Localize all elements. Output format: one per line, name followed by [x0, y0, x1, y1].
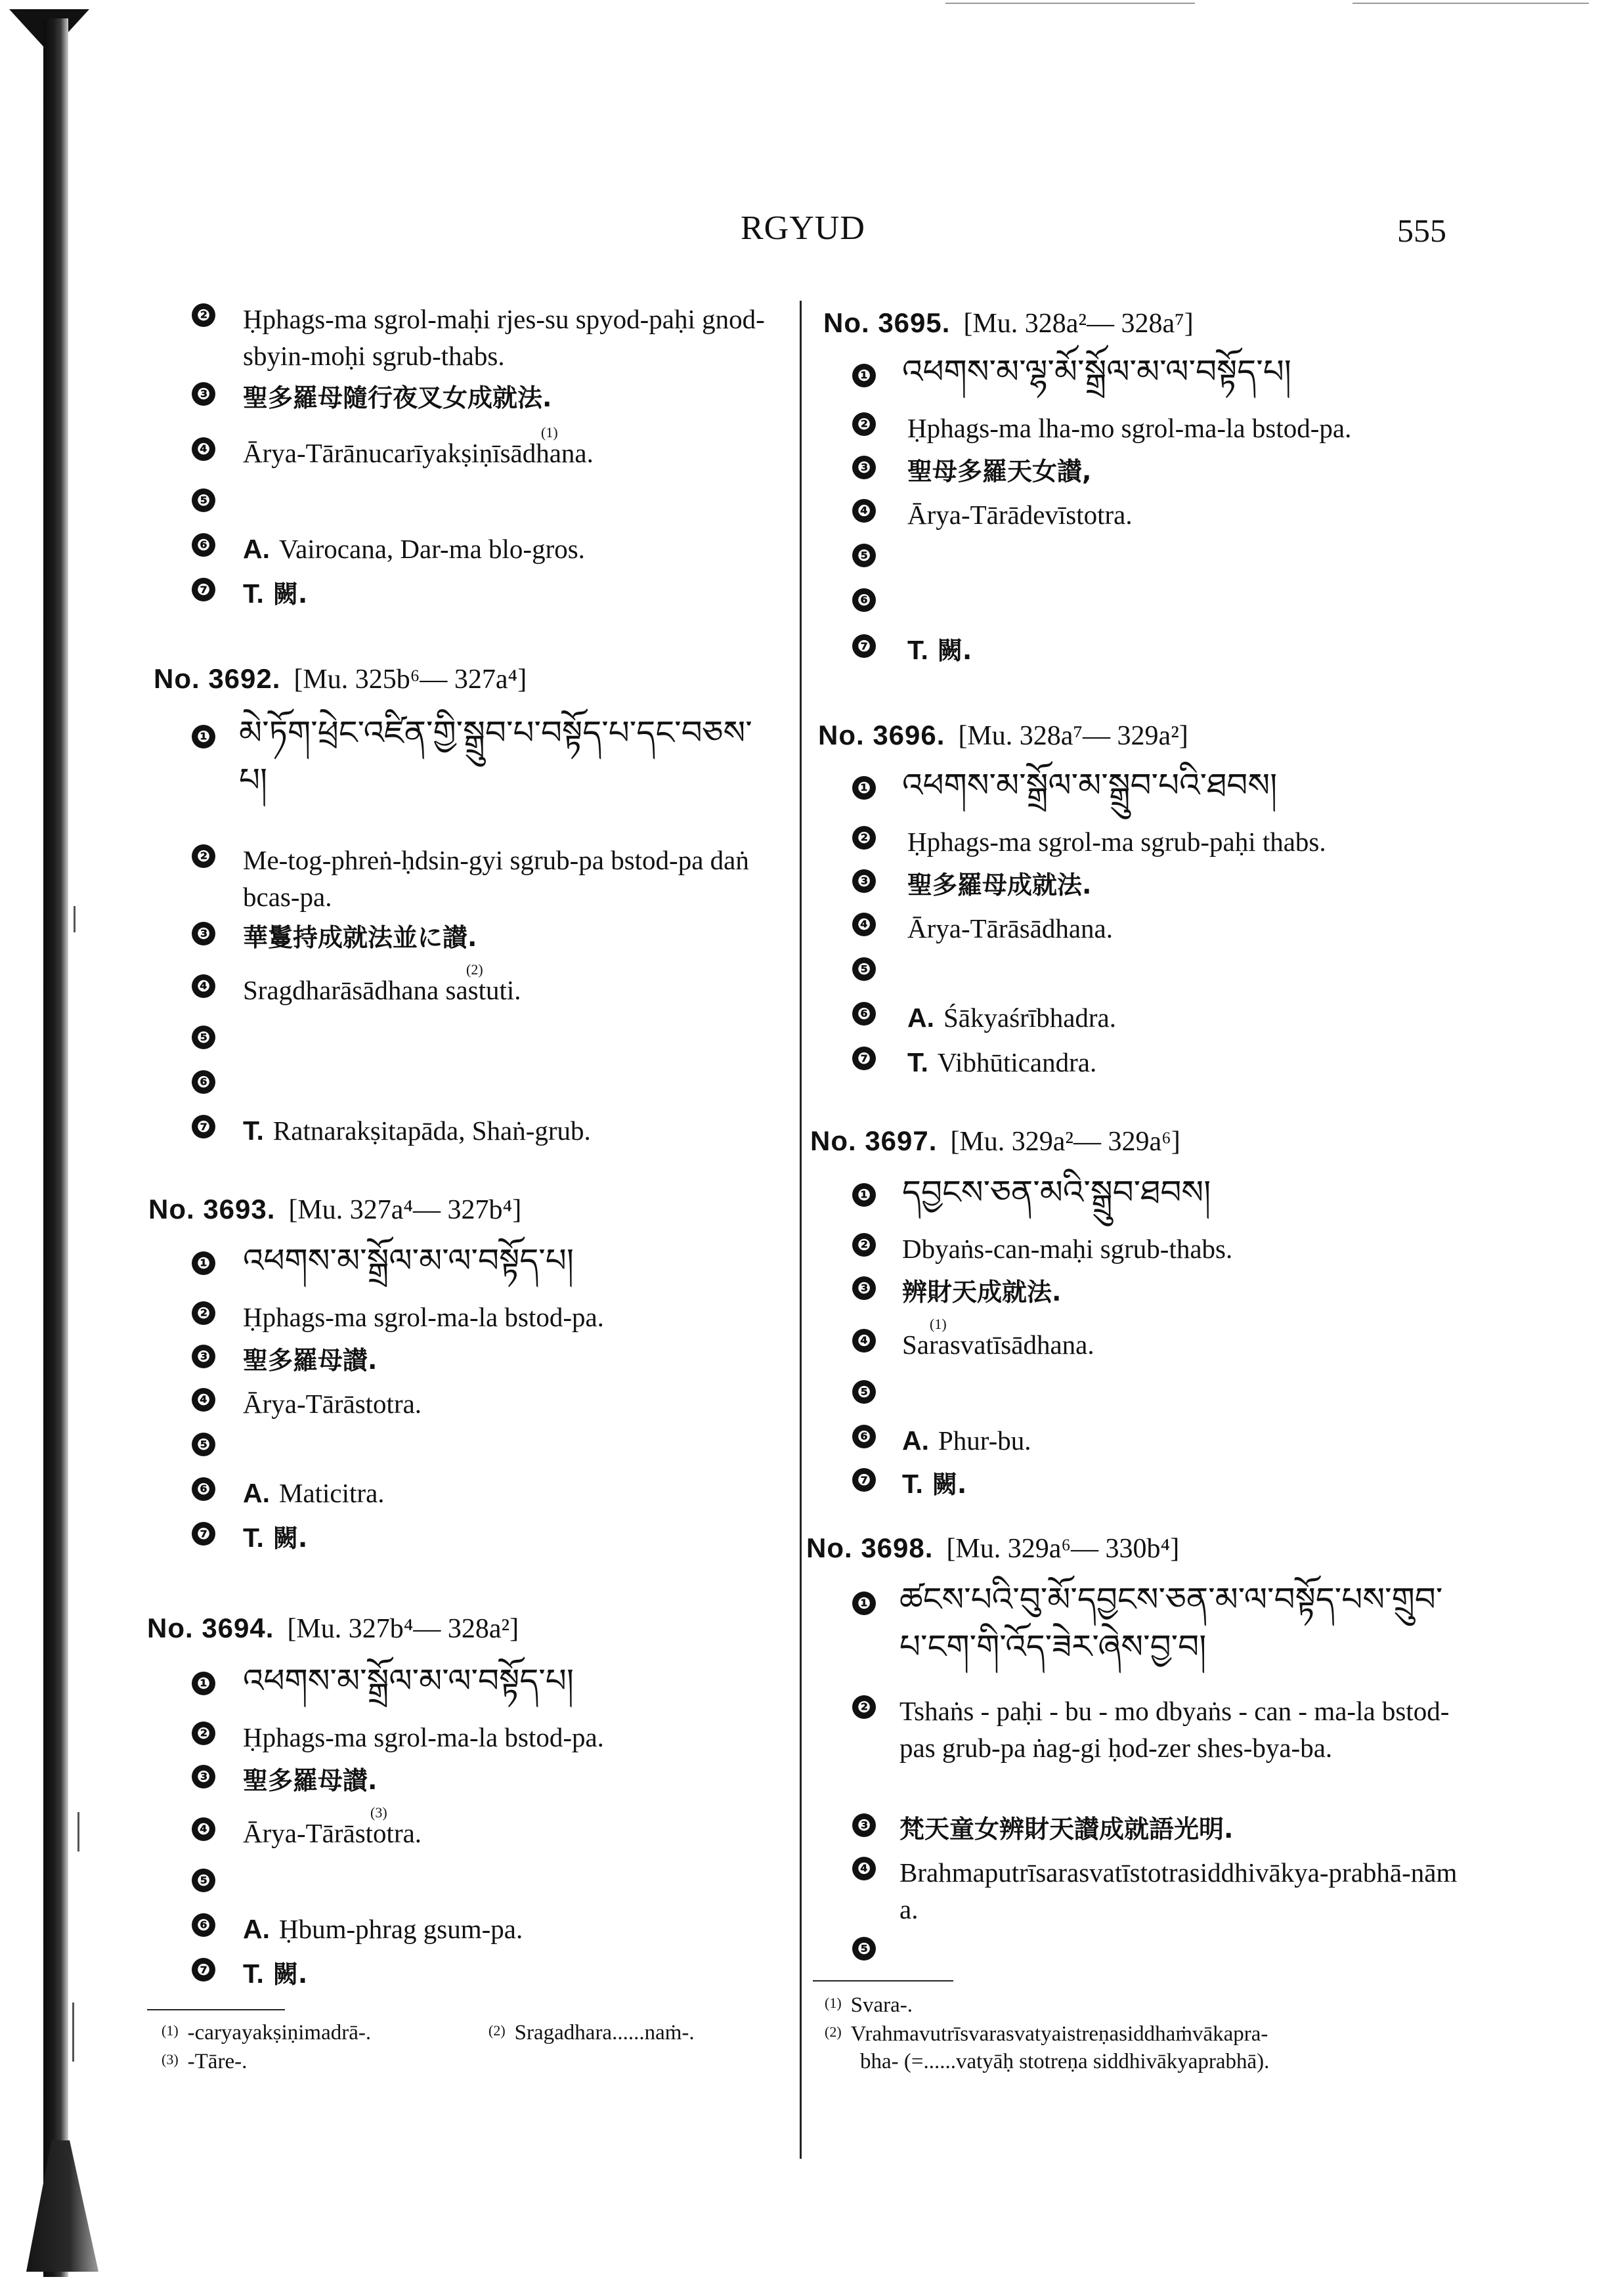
entry-number: No. 3695. — [823, 307, 951, 338]
romanized-title: Dbyaṅs-can-maḥi sgrub-thabs. — [902, 1234, 1233, 1264]
footnote-mark: (1) — [162, 2022, 179, 2039]
mu-reference: [Mu. 327a⁴— 327b⁴] — [288, 1195, 522, 1225]
footnote-3 — [162, 2050, 247, 2074]
sanskrit-title: Ārya-Tārāstotra. — [243, 1389, 422, 1419]
romanized-title: Ḥphags-ma sgrol-ma-la bstod-pa. — [243, 1722, 604, 1752]
number-2-icon: ❷ — [192, 1301, 215, 1325]
number-4-icon: ❹ — [192, 437, 215, 461]
footnote-mark: (3) — [162, 2051, 179, 2068]
translator-tag: T. — [907, 1047, 928, 1077]
number-7-icon: ❼ — [192, 1115, 215, 1138]
number-5-icon: ❺ — [192, 1433, 215, 1456]
footnote-text: Svara-. — [850, 1993, 913, 2017]
number-1-icon: ❶ — [852, 364, 876, 387]
mu-reference: [Mu. 328a⁷— 329a²] — [958, 721, 1188, 751]
number-5-icon: ❺ — [852, 1380, 876, 1404]
entry-number: No. 3697. — [810, 1125, 938, 1156]
authors: Śākyaśrībhadra. — [943, 1003, 1116, 1033]
number-2-icon: ❷ — [192, 1722, 215, 1745]
scan-edge-line — [945, 3, 1195, 4]
author-tag: A. — [243, 1914, 270, 1944]
number-6-icon: ❻ — [192, 533, 215, 557]
number-7-icon: ❼ — [192, 1958, 215, 1982]
number-2-icon: ❷ — [192, 844, 215, 868]
number-2-icon: ❷ — [852, 1695, 876, 1719]
tibetan-title: འཕགས་མ་སྒྲོལ་མ་ལ་བསྟོད་པ། — [243, 1662, 574, 1700]
footnote-mark: (3) — [370, 1804, 387, 1821]
footnote-text: Sragadhara......naṁ-. — [514, 2021, 695, 2045]
number-5-icon: ❺ — [852, 957, 876, 981]
authors: Vairocana, Dar-ma blo-gros. — [279, 534, 585, 564]
number-6-icon: ❻ — [852, 1002, 876, 1026]
number-4-icon: ❹ — [852, 1329, 876, 1353]
author-tag: A. — [902, 1425, 929, 1456]
authors: Phur-bu. — [938, 1425, 1031, 1456]
sanskrit-title: Sragdharāsādhana sastuti. — [243, 975, 521, 1005]
translators: 闕. — [932, 1470, 967, 1499]
number-6-icon: ❻ — [192, 1477, 215, 1501]
entry-header — [154, 663, 527, 695]
mu-reference: [Mu. 329a²— 329a⁶] — [950, 1127, 1180, 1157]
chinese-title: 聖多羅母讃. — [243, 1346, 378, 1375]
binding-edge — [43, 18, 68, 2277]
number-1-icon: ❶ — [192, 1672, 215, 1695]
number-3-icon: ❸ — [852, 1813, 876, 1837]
footnote-2-continued — [860, 2050, 1269, 2074]
number-4-icon: ❹ — [852, 913, 876, 936]
tibetan-title: མེ་ཏོག་ཕྲེང་འཛིན་གྱི་སྒྲུབ་པ་བསྟོད་པ་དང་བཅས་པ། — [239, 714, 752, 799]
number-3-icon: ❸ — [852, 1276, 876, 1300]
translator-tag: T. — [907, 635, 928, 665]
romanized-title: Ḥphags-ma sgrol-ma-la bstod-pa. — [243, 1302, 604, 1332]
number-2-icon: ❷ — [852, 412, 876, 436]
number-5-icon: ❺ — [852, 544, 876, 567]
number-5-icon: ❺ — [852, 1937, 876, 1960]
romanized-title: Ḥphags-ma sgrol-maḥi rjes-su spyod-paḥi gnod-sbyin-moḥi sgrub-thabs. — [243, 304, 765, 371]
sanskrit-title: Ārya-Tārādevīstotra. — [907, 500, 1133, 530]
footnote-rule — [147, 2009, 285, 2010]
sanskrit-title: Ārya-Tārāsādhana. — [907, 913, 1114, 943]
entry-header — [147, 1613, 519, 1645]
mu-reference: [Mu. 328a²— 328a⁷] — [963, 309, 1194, 339]
footnote-mark: (1) — [930, 1316, 947, 1332]
number-2-icon: ❷ — [192, 303, 215, 327]
translators: 闕. — [937, 636, 972, 665]
footnote-mark: (2) — [825, 2024, 842, 2040]
footnote-text: bha- (=......vatyāḥ stotreṇa siddhivākyaprabhā). — [860, 2050, 1270, 2073]
page-number: 555 — [1397, 212, 1446, 249]
number-7-icon: ❼ — [192, 578, 215, 601]
footnote-2 — [825, 2022, 1268, 2047]
number-4-icon: ❹ — [852, 1857, 876, 1880]
entry-number: No. 3693. — [148, 1194, 276, 1224]
translator-tag: T. — [243, 1959, 264, 1989]
number-7-icon: ❼ — [852, 1047, 876, 1070]
footnote-mark: (1) — [541, 424, 558, 441]
footnote-mark: (1) — [825, 1995, 842, 2011]
number-5-icon: ❺ — [192, 1026, 215, 1049]
sanskrit-title: Brahmaputrīsarasvatīstotrasiddhivākya-prabhā-nāma. — [899, 1857, 1458, 1924]
tibetan-title: དབྱངས་ཅན་མའི་སྒྲུབ་ཐབས། — [902, 1173, 1211, 1211]
number-1-icon: ❶ — [852, 776, 876, 800]
footnote-text: Vrahmavutrīsvarasvatyaistreṇasiddhaṁvākapra- — [850, 2022, 1268, 2046]
translators: Vibhūticandra. — [937, 1047, 1097, 1077]
author-tag: A. — [243, 534, 270, 564]
footnote-rule — [813, 1980, 953, 1982]
romanized-title: Me-tog-phreṅ-ḥdsin-gyi sgrub-pa bstod-pa daṅ bcas-pa. — [243, 845, 749, 912]
tibetan-title: འཕགས་མ་སྒྲོལ་མ་སྒྲུབ་པའི་ཐབས། — [902, 766, 1278, 804]
footnote-mark: (2) — [488, 2022, 506, 2039]
footnote-2 — [488, 2021, 695, 2045]
number-1-icon: ❶ — [852, 1592, 876, 1615]
mu-reference: [Mu. 327b⁴— 328a²] — [287, 1614, 519, 1644]
entry-header — [823, 307, 1194, 339]
chinese-title: 聖多羅母讃. — [243, 1766, 378, 1795]
sanskrit-title: Ārya-Tārāstotra. — [243, 1818, 422, 1848]
number-2-icon: ❷ — [852, 1233, 876, 1257]
number-2-icon: ❷ — [852, 826, 876, 850]
binding-foot — [26, 2140, 98, 2272]
number-3-icon: ❸ — [192, 922, 215, 945]
tibetan-title: ཚངས་པའི་བུ་མོ་དབྱངས་ཅན་མ་ལ་བསྟོད་པས་གྲུབ་པ་ངག་གི་འོད་ཟེར་ཞེས་བྱ་བ། — [899, 1580, 1443, 1666]
chinese-title: 華鬘持成就法並に讃. — [243, 923, 477, 952]
number-3-icon: ❸ — [192, 1765, 215, 1788]
number-4-icon: ❹ — [192, 1388, 215, 1412]
footnote-text: -Tāre-. — [187, 2050, 248, 2073]
number-3-icon: ❸ — [852, 456, 876, 479]
chinese-title: 聖母多羅天女讃, — [907, 457, 1092, 486]
translators: Ratnarakṣitapāda, Shaṅ-grub. — [272, 1116, 591, 1146]
footnote-1 — [825, 1993, 913, 2018]
number-7-icon: ❼ — [192, 1522, 215, 1546]
number-1-icon: ❶ — [192, 1251, 215, 1275]
entry-header — [806, 1532, 1179, 1565]
chinese-title: 梵天童女辨財天讃成就語光明. — [899, 1815, 1234, 1844]
chinese-title: 聖多羅母成就法. — [907, 871, 1092, 899]
sanskrit-title: Sarasvatīsādhana. — [902, 1330, 1094, 1360]
number-5-icon: ❺ — [192, 488, 215, 512]
translator-tag: T. — [243, 1523, 264, 1553]
entry-number: No. 3692. — [154, 663, 281, 694]
translators: 闕. — [272, 580, 308, 609]
chinese-title: 辨財天成就法. — [902, 1278, 1062, 1307]
number-6-icon: ❻ — [192, 1913, 215, 1937]
romanized-title: Ḥphags-ma sgrol-ma sgrub-paḥi thabs. — [907, 827, 1326, 857]
number-5-icon: ❺ — [192, 1869, 215, 1892]
number-4-icon: ❹ — [852, 499, 876, 523]
number-6-icon: ❻ — [852, 1425, 876, 1448]
number-3-icon: ❸ — [192, 1345, 215, 1368]
number-6-icon: ❻ — [852, 588, 876, 612]
number-3-icon: ❸ — [852, 869, 876, 893]
scan-speck — [74, 906, 76, 932]
number-1-icon: ❶ — [192, 725, 215, 748]
chinese-title: 聖多羅母隨行夜叉女成就法. — [243, 383, 552, 412]
mu-reference: [Mu. 325b⁶— 327a⁴] — [293, 664, 527, 695]
entry-number: No. 3696. — [818, 720, 945, 750]
number-4-icon: ❹ — [192, 974, 215, 998]
mu-reference: [Mu. 329a⁶— 330b⁴] — [946, 1534, 1180, 1564]
author-tag: A. — [907, 1003, 934, 1033]
scan-speck — [72, 2003, 74, 2062]
running-head: RGYUD — [741, 209, 865, 247]
entry-number: No. 3694. — [147, 1613, 274, 1643]
translators: 闕. — [272, 1960, 308, 1989]
authors: Ḥbum-phrag gsum-pa. — [279, 1914, 523, 1944]
translator-tag: T. — [243, 1116, 264, 1146]
authors: Maticitra. — [279, 1478, 385, 1508]
footnote-mark: (2) — [466, 961, 483, 978]
tibetan-title: འཕགས་མ་སྒྲོལ་མ་ལ་བསྟོད་པ། — [243, 1242, 574, 1280]
entry-header — [148, 1194, 521, 1226]
footnote-text: -caryayakṣiṇimadrā-. — [187, 2021, 372, 2045]
translators: 闕. — [272, 1524, 308, 1553]
number-1-icon: ❶ — [852, 1183, 876, 1207]
romanized-title: Tshaṅs - paḥi - bu - mo dbyaṅs - can - ma-la bstod-pas grub-pa ṅag-gi ḥod-zer shes-bya-ba. — [899, 1696, 1450, 1763]
romanized-title: Ḥphags-ma lha-mo sgrol-ma-la bstod-pa. — [907, 413, 1352, 443]
number-4-icon: ❹ — [192, 1817, 215, 1841]
entry-number: No. 3698. — [806, 1532, 934, 1563]
number-3-icon: ❸ — [192, 382, 215, 406]
number-6-icon: ❻ — [192, 1070, 215, 1094]
entry-header — [810, 1125, 1180, 1158]
author-tag: A. — [243, 1478, 270, 1508]
column-divider — [800, 301, 802, 2159]
number-7-icon: ❼ — [852, 1468, 876, 1492]
tibetan-title: འཕགས་མ་ལྷ་མོ་སྒྲོལ་མ་ལ་བསྟོད་པ། — [902, 353, 1291, 391]
number-7-icon: ❼ — [852, 634, 876, 658]
entry-header — [818, 720, 1188, 752]
translator-tag: T. — [902, 1469, 923, 1499]
scan-edge-line — [1352, 3, 1589, 4]
translator-tag: T. — [243, 578, 264, 609]
sanskrit-title: Ārya-Tārānucarīyakṣiṇīsādhana. — [243, 438, 594, 468]
scan-speck — [77, 1812, 79, 1852]
footnote-1 — [162, 2021, 371, 2045]
